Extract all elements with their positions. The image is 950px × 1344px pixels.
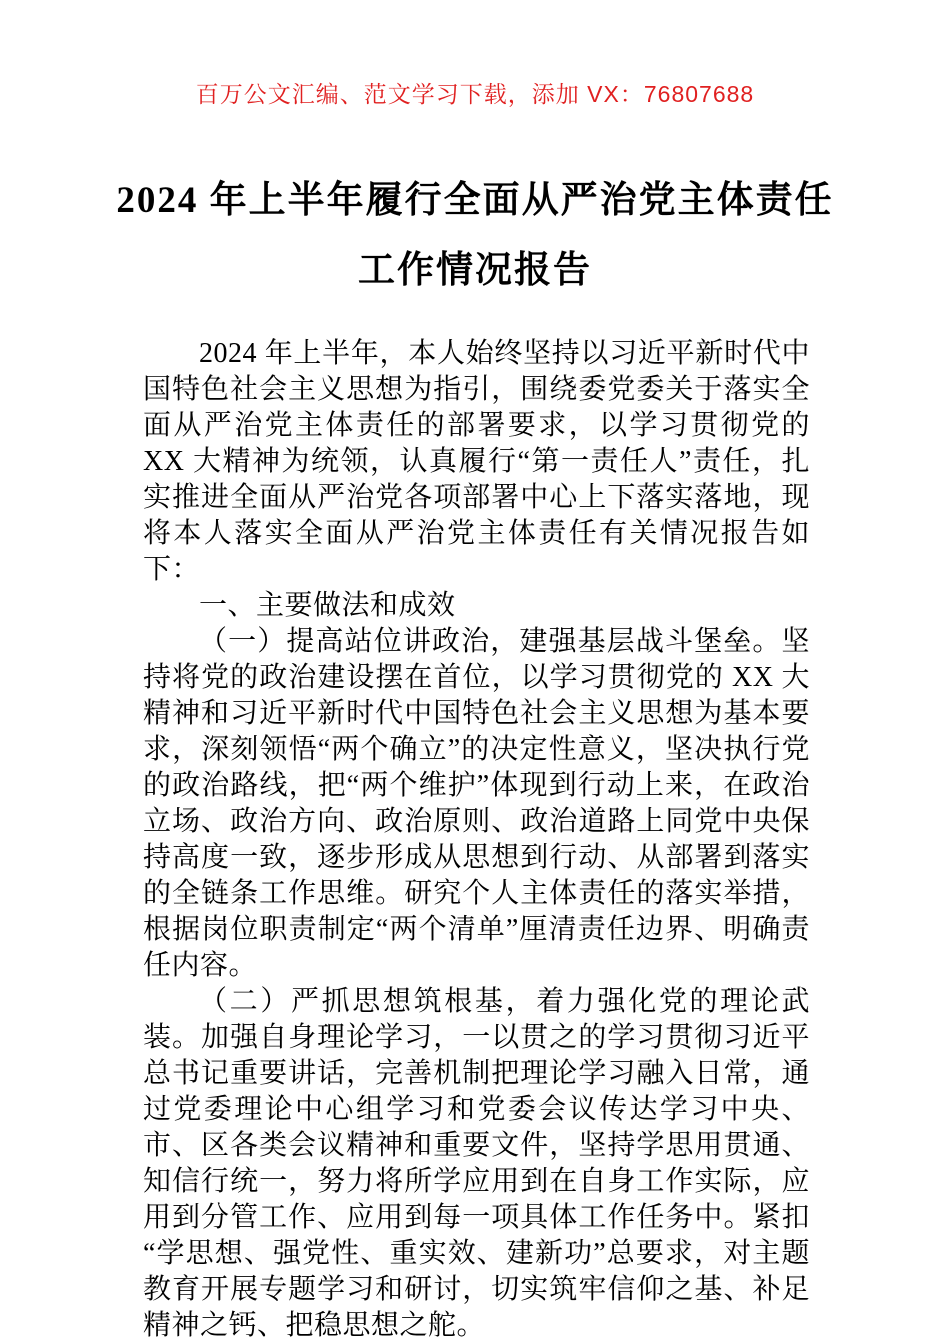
document-title-line2: 工作情况报告 (358, 250, 592, 291)
document-title (0, 166, 950, 306)
watermark-promo-text: 百万公文汇编、范文学习下载，添加 VX：76807688 (195, 81, 755, 107)
document-title-line1: 2024 年上半年履行全面从严治党主体责任 (116, 180, 834, 221)
body-paragraph: 2024 年上半年，本人始终坚持以习近平新时代中国特色社会主义思想为指引，围绕委党委关于落实全面从严治党主体责任的部署要求，以学习贯彻党的 XX 大精神为统领，认真履行“第一责任人”责任，扎实推进全面从严治党各项部署中心上下落实落地，现将本人落实全面从严治党主体责任有关情况报告如下： (143, 338, 810, 585)
body-paragraph: （二）严抓思想筑根基，着力强化党的理论武装。加强自身理论学习，一以贯之的学习贯彻习近平总书记重要讲话，完善机制把理论学习融入日常，通过党委理论中心组学习和党委会议传达学习中央、市、区各类会议精神和重要文件，坚持学思用贯通、知信行统一，努力将所学应用到在自身工作实际，应用到分管工作、应用到每一项具体工作任务中。紧扣“学思想、强党性、重实效、建新功”总要求，对主题教育开展专题学习和研讨，切实筑牢信仰之基、补足精神之钙、把稳思想之舵。 (143, 986, 810, 1341)
document-body (0, 336, 950, 1344)
section-heading: 一、主要做法和成效 (199, 590, 456, 621)
body-paragraph: （一）提高站位讲政治，建强基层战斗堡垒。坚持将党的政治建设摆在首位，以学习贯彻党的 XX 大精神和习近平新时代中国特色社会主义思想为基本要求，深刻领悟“两个确立”的决定性意义，坚决执行党的政治路线，把“两个维护”体现到行动上来，在政治立场、政治方向、政治原则、政治道路上同党中央保持高度一致，逐步形成从思想到行动、从部署到落实的全链条工作思维。研究个人主体责任的落实举措，根据岗位职责制定“两个清单”厘清责任边界、明确责任内容。 (143, 626, 810, 981)
